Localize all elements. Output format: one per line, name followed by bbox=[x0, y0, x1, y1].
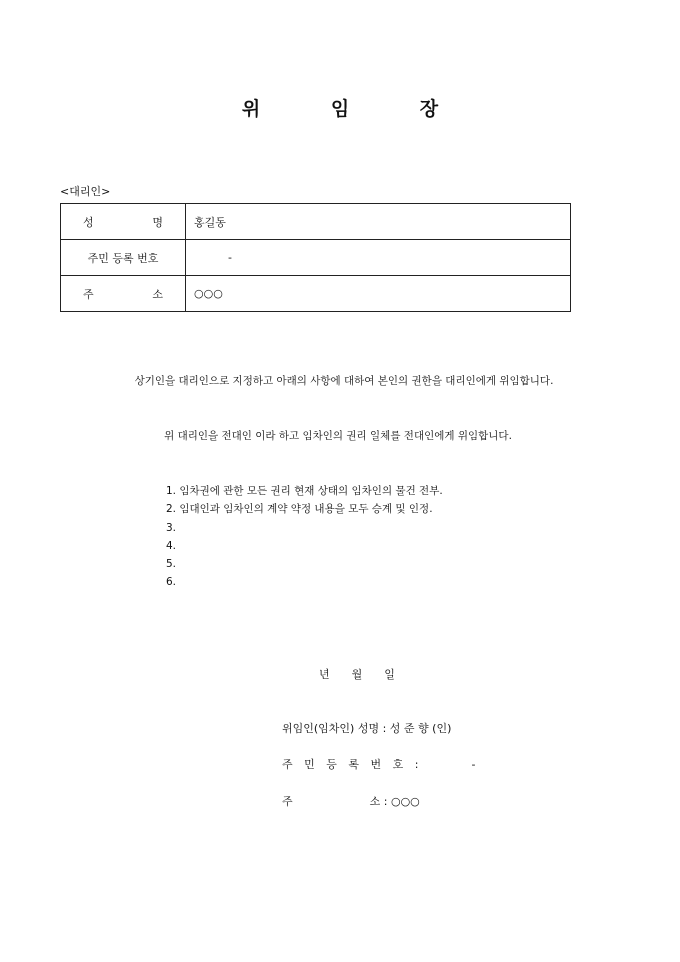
table-row bbox=[61, 276, 571, 312]
address-value: ○○○ bbox=[186, 276, 571, 312]
delegation-paragraph: 상기인을 대리인으로 지정하고 아래의 사항에 대하여 본인의 권한을 대리인에게 위임합니다. bbox=[134, 375, 554, 387]
delegator-name-line: 위임인(임차인) 성명 : 성 준 향 (인) bbox=[282, 722, 452, 735]
delegator-rrn-line bbox=[282, 756, 479, 772]
address-label-part2: 소 bbox=[152, 287, 163, 301]
date-line bbox=[319, 666, 395, 682]
delegator-address-line bbox=[282, 793, 420, 809]
delegator-rrn-value: - bbox=[471, 758, 480, 771]
section-label-agent: <대리인> bbox=[60, 185, 111, 198]
rrn-value-cell bbox=[186, 240, 571, 276]
list-item: 6. bbox=[166, 576, 177, 589]
delegator-rrn-label: 주 민 등 록 번 호 : bbox=[282, 758, 423, 771]
name-label-part1: 성 bbox=[83, 215, 94, 229]
date-month-label: 월 bbox=[351, 668, 363, 681]
delegated-items-list bbox=[166, 482, 443, 592]
name-value: 홍길동 bbox=[186, 204, 571, 240]
table-row bbox=[61, 240, 571, 276]
agent-info-table bbox=[60, 203, 571, 312]
rrn-label-cell bbox=[61, 240, 186, 276]
address-label-cell bbox=[61, 276, 186, 312]
list-item: 3. bbox=[166, 521, 177, 534]
date-day-label: 일 bbox=[384, 668, 395, 681]
name-label-part2: 명 bbox=[152, 215, 163, 229]
list-item: 4. bbox=[166, 539, 177, 552]
list-item: 1. 임차권에 관한 모든 권리 현재 상태의 임차인의 물건 전부. bbox=[166, 485, 443, 497]
list-item: 2. 임대인과 임차인의 계약 약정 내용을 모두 승계 및 인정. bbox=[166, 503, 433, 516]
rrn-label: 주민 등록 번호 bbox=[87, 251, 159, 265]
table-row bbox=[61, 204, 571, 240]
list-item: 5. bbox=[166, 558, 177, 571]
date-year-label: 년 bbox=[319, 668, 330, 681]
delegator-address-label-a: 주 bbox=[282, 795, 293, 808]
sublessor-paragraph: 위 대리인을 전대인 이라 하고 임차인의 권리 일체를 전대인에게 위임합니다. bbox=[164, 430, 512, 442]
name-label-cell bbox=[61, 204, 186, 240]
rrn-value: - bbox=[228, 251, 232, 264]
document-title: 위 임 장 bbox=[241, 98, 471, 120]
delegator-address-label-b: 소 : ○○○ bbox=[369, 795, 420, 808]
address-label-part1: 주 bbox=[83, 287, 94, 301]
